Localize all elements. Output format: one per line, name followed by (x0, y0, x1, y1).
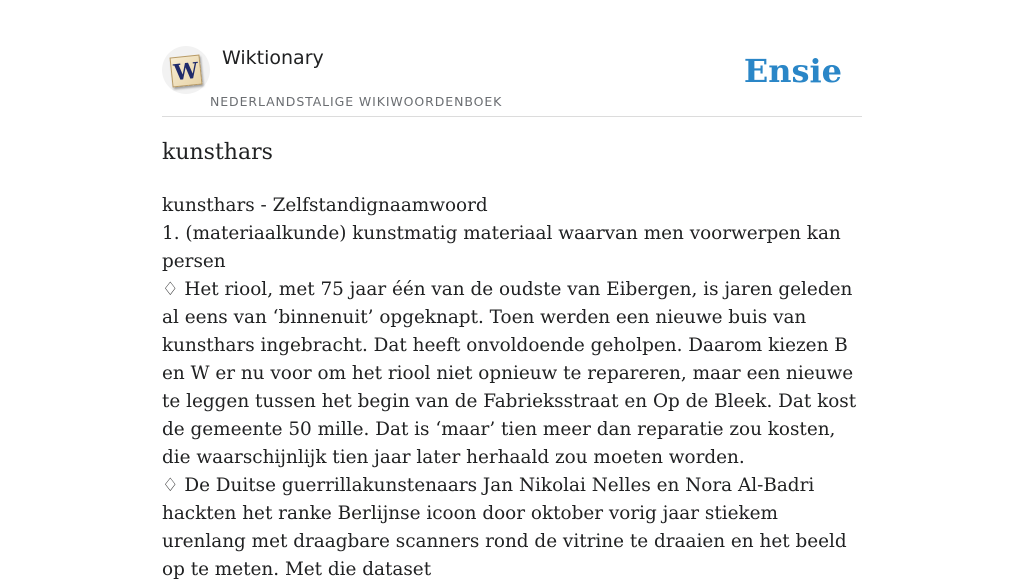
site-tagline: NEDERLANDSTALIGE WIKIWOORDENBOEK (210, 94, 503, 109)
wiktionary-logo-icon[interactable] (162, 46, 210, 94)
site-header (162, 44, 862, 117)
example-quote: ♢ Het riool, met 75 jaar één van de oudste van Eibergen, is jaren geleden al eens van ‘binnenuit’ opgeknapt. Toen werden een nieuwe buis van kunsthars ingebracht. Dat heeft onvoldoende geholpen. Daarom kiezen B en W er nu voor om het riool niet opnieuw te repareren, maar een nieuwe te leggen tussen het begin van de Fabrieksstraat en Op de Bleek. Dat kost de gemeente 50 mille. Dat is ‘maar’ tien meer dan reparatie zou kosten, die waarschijnlijk tien jaar later herhaald zou moeten worden. (162, 279, 857, 468)
part-of-speech-line: kunsthars - Zelfstandignaamwoord (162, 195, 488, 216)
w-tile-icon: W (170, 55, 203, 88)
ensie-brand-link[interactable]: Ensie (743, 52, 842, 90)
page-title: kunsthars (162, 140, 273, 165)
site-name[interactable]: Wiktionary (222, 47, 324, 69)
example-quote: ♢ De Duitse guerrillakunstenaars Jan Nikolai Nelles en Nora Al-Badri hackten het ranke Berlijnse icoon door oktober vorig jaar stiekem urenlang met draagbare scanners rond de vitrine te draaien en het beeld op te meten. Met die dataset (162, 475, 847, 580)
entry-content (162, 192, 862, 584)
definition: 1. (materiaalkunde) kunstmatig materiaal waarvan men voorwerpen kan persen (162, 223, 841, 272)
